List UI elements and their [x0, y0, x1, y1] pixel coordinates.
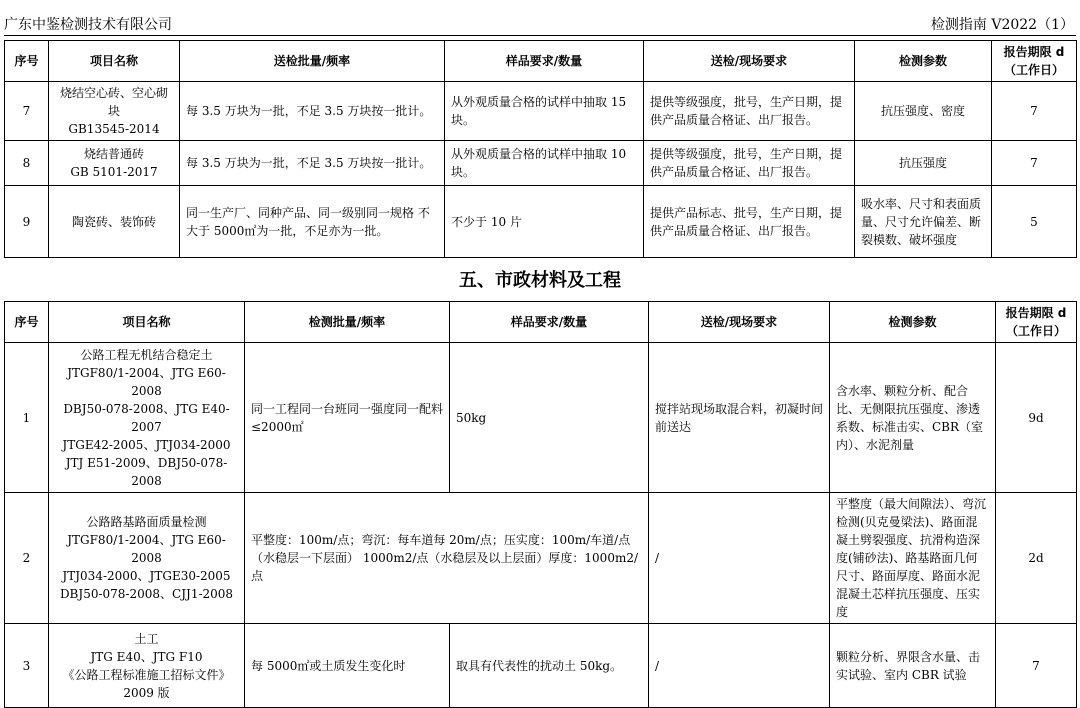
cell-deadline: 7 [992, 82, 1077, 141]
cell-params: 吸水率、尺寸和表面质量、尺寸允许偏差、断裂模数、破坏强度 [855, 186, 992, 258]
col-header-batch: 送检批量/频率 [180, 41, 445, 82]
cell-item: 烧结普通砖 GB 5101-2017 [49, 141, 180, 186]
cell-requirements: 提供等级强度，批号，生产日期，提供产品质量合格证、出厂报告。 [644, 141, 855, 186]
cell-params: 抗压强度 [855, 141, 992, 186]
cell-sample: 从外观质量合格的试样中抽取 10 块。 [445, 141, 644, 186]
cell-batch: 每 3.5 万块为一批，不足 3.5 万块按一批计。 [180, 141, 445, 186]
col-header-deadline: 报告期限 d （工作日） [992, 41, 1077, 82]
cell-sample: 取具有代表性的扰动土 50kg。 [450, 624, 649, 708]
col-header-no: 序号 [5, 41, 49, 82]
page-header [0, 0, 1080, 36]
col-header-batch: 检测批量/频率 [245, 302, 450, 343]
cell-item: 烧结空心砖、空心砌块 GB13545-2014 [49, 82, 180, 141]
header-divider [4, 35, 1076, 36]
table-row [5, 141, 1077, 186]
cell-deadline: 7 [996, 624, 1077, 708]
col-header-no: 序号 [5, 302, 49, 343]
cell-params: 含水率、颗粒分析、配合比、无侧限抗压强度、渗透系数、标准击实、CBR（室内）、水泥剂量 [830, 343, 996, 493]
cell-item: 公路工程无机结合稳定土 JTGF80/1-2004、JTG E60-2008 DBJ50-078-2008、JTG E40-2007 JTGE42-2005、JTJ034-2000 JTJ E51-2009、DBJ50-078-2008 [49, 343, 245, 493]
cell-batch: 每 3.5 万块为一批，不足 3.5 万块按一批计。 [180, 82, 445, 141]
cell-batch: 平整度：100m/点；弯沉：每车道每 20m/点；压实度：100m/车道/点（水稳层一下层面） 1000m2/点（水稳层及以上层面）厚度：1000m2/点 [245, 493, 649, 624]
col-header-item: 项目名称 [49, 302, 245, 343]
cell-requirements: 提供产品标志、批号，生产日期，提供产品质量合格证、出厂报告。 [644, 186, 855, 258]
cell-batch: 每 5000㎡或土质发生变化时 [245, 624, 450, 708]
col-header-params: 检测参数 [855, 41, 992, 82]
cell-batch: 同一生产厂、同种产品、同一级别同一规格 不大于 5000㎡为一批，不足亦为一批。 [180, 186, 445, 258]
document-version: 检测指南 V2022（1） [930, 17, 1074, 33]
cell-no: 9 [5, 186, 49, 258]
col-header-sample: 样品要求/数量 [450, 302, 649, 343]
masonry-testing-table [4, 40, 1077, 258]
section-title: 五、市政材料及工程 [459, 270, 621, 291]
col-header-requirements: 送检/现场要求 [649, 302, 830, 343]
cell-item: 土工 JTG E40、JTG F10 《公路工程标准施工招标文件》 2009 版 [49, 624, 245, 708]
cell-requirements: 搅拌站现场取混合料，初凝时间前送达 [649, 343, 830, 493]
table-row [5, 343, 1077, 493]
cell-no: 7 [5, 82, 49, 141]
table-row [5, 82, 1077, 141]
cell-no: 3 [5, 624, 49, 708]
cell-deadline: 7 [992, 141, 1077, 186]
col-header-params: 检测参数 [830, 302, 996, 343]
cell-no: 2 [5, 493, 49, 624]
cell-requirements: / [649, 493, 830, 624]
cell-batch: 同一工程同一台班同一强度同一配料≤2000㎡ [245, 343, 450, 493]
col-header-requirements: 送检/现场要求 [644, 41, 855, 82]
cell-sample: 不少于 10 片 [445, 186, 644, 258]
col-header-deadline: 报告期限 d （工作日） [996, 302, 1077, 343]
cell-deadline: 2d [996, 493, 1077, 624]
col-header-sample: 样品要求/数量 [445, 41, 644, 82]
col-header-item: 项目名称 [49, 41, 180, 82]
cell-no: 8 [5, 141, 49, 186]
cell-no: 1 [5, 343, 49, 493]
cell-item: 陶瓷砖、装饰砖 [49, 186, 180, 258]
cell-deadline: 9d [996, 343, 1077, 493]
table-row [5, 493, 1077, 624]
cell-sample: 50kg [450, 343, 649, 493]
cell-params: 平整度（最大间隙法）、弯沉检测(贝克曼梁法)、路面混凝土劈裂强度、抗滑构造深度(铺砂法)、路基路面几何尺寸、路面厚度、路面水泥混凝土芯样抗压强度、压实度 [830, 493, 996, 624]
cell-deadline: 5 [992, 186, 1077, 258]
cell-params: 抗压强度、密度 [855, 82, 992, 141]
cell-requirements: / [649, 624, 830, 708]
table-header-row [5, 302, 1077, 343]
cell-params: 颗粒分析、界限含水量、击实试验、室内 CBR 试验 [830, 624, 996, 708]
table-header-row [5, 41, 1077, 82]
cell-item: 公路路基路面质量检测 JTGF80/1-2004、JTG E60-2008 JTJ034-2000、JTGE30-2005 DBJ50-078-2008、CJJ1-2008 [49, 493, 245, 624]
cell-requirements: 提供等级强度，批号，生产日期，提供产品质量合格证、出厂报告。 [644, 82, 855, 141]
table-row [5, 624, 1077, 708]
company-name: 广东中鉴检测技术有限公司 [4, 17, 172, 33]
table-row [5, 186, 1077, 258]
cell-sample: 从外观质量合格的试样中抽取 15 块。 [445, 82, 644, 141]
municipal-materials-table [4, 301, 1077, 708]
